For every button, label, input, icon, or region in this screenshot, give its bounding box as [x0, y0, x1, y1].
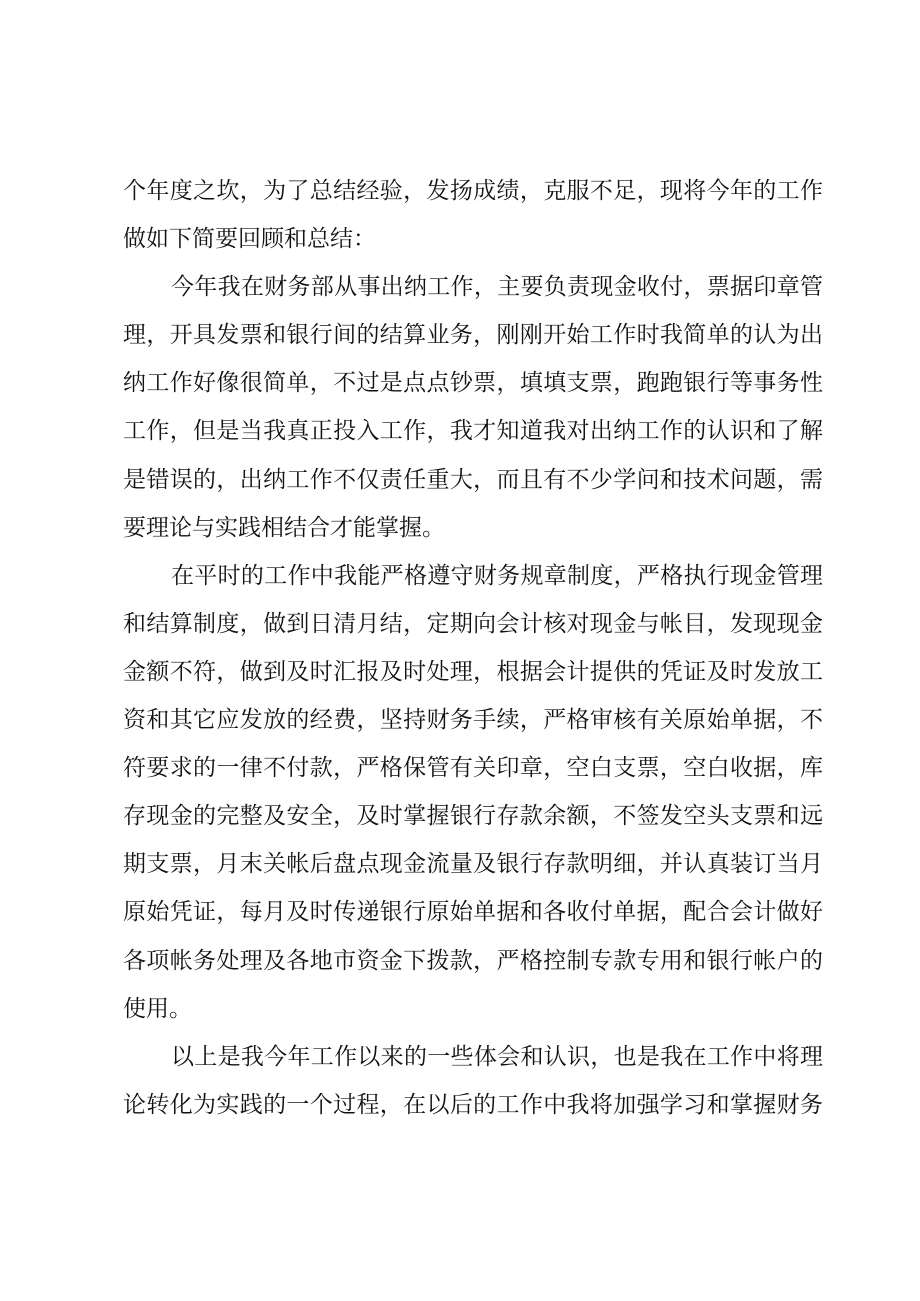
text-line: 论转化为实践的一个过程，在以后的工作中我将加强学习和掌握财务: [123, 1091, 823, 1118]
text-line: 和结算制度，做到日清月结，定期向会计核对现金与帐目，发现现金: [123, 610, 823, 637]
text-line: 要理论与实践相结合才能掌握。: [123, 514, 445, 541]
text-line: 各项帐务处理及各地市资金下拨款，严格控制专款专用和银行帐户的: [123, 947, 823, 974]
text-line: 存现金的完整及安全，及时掌握银行存款余额，不签发空头支票和远: [123, 803, 823, 830]
text-line: 做如下简要回顾和总结：: [123, 226, 376, 253]
text-line: 工作，但是当我真正投入工作，我才知道我对出纳工作的认识和了解: [123, 418, 823, 445]
text-line: 理，开具发票和银行间的结算业务，刚刚开始工作时我简单的认为出: [123, 322, 823, 349]
text-line: 纳工作好像很简单，不过是点点钞票，填填支票，跑跑银行等事务性: [123, 370, 823, 397]
paragraph-first-line: 在平时的工作中我能严格遵守财务规章制度，严格执行现金管理: [171, 562, 823, 589]
paragraph-first-line: 今年我在财务部从事出纳工作，主要负责现金收付，票据印章管: [171, 274, 823, 301]
paragraph-first-line: 以上是我今年工作以来的一些体会和认识，也是我在工作中将理: [171, 1043, 823, 1070]
text-line: 个年度之坎，为了总结经验，发扬成绩，克服不足，现将今年的工作: [123, 178, 823, 204]
text-line: 使用。: [123, 995, 192, 1022]
text-line: 期支票，月末关帐后盘点现金流量及银行存款明细，并认真装订当月: [123, 851, 823, 878]
text-line: 资和其它应发放的经费，坚持财务手续，严格审核有关原始单据，不: [123, 707, 823, 734]
text-line: 原始凭证，每月及时传递银行原始单据和各收付单据，配合会计做好: [123, 899, 823, 926]
text-line: 符要求的一律不付款，严格保管有关印章，空白支票，空白收据，库: [123, 755, 823, 782]
text-line: 是错误的，出纳工作不仅责任重大，而且有不少学问和技术问题，需: [123, 466, 823, 493]
text-line: 金额不符，做到及时汇报及时处理，根据会计提供的凭证及时发放工: [123, 658, 823, 685]
body-text: [123, 167, 823, 1129]
